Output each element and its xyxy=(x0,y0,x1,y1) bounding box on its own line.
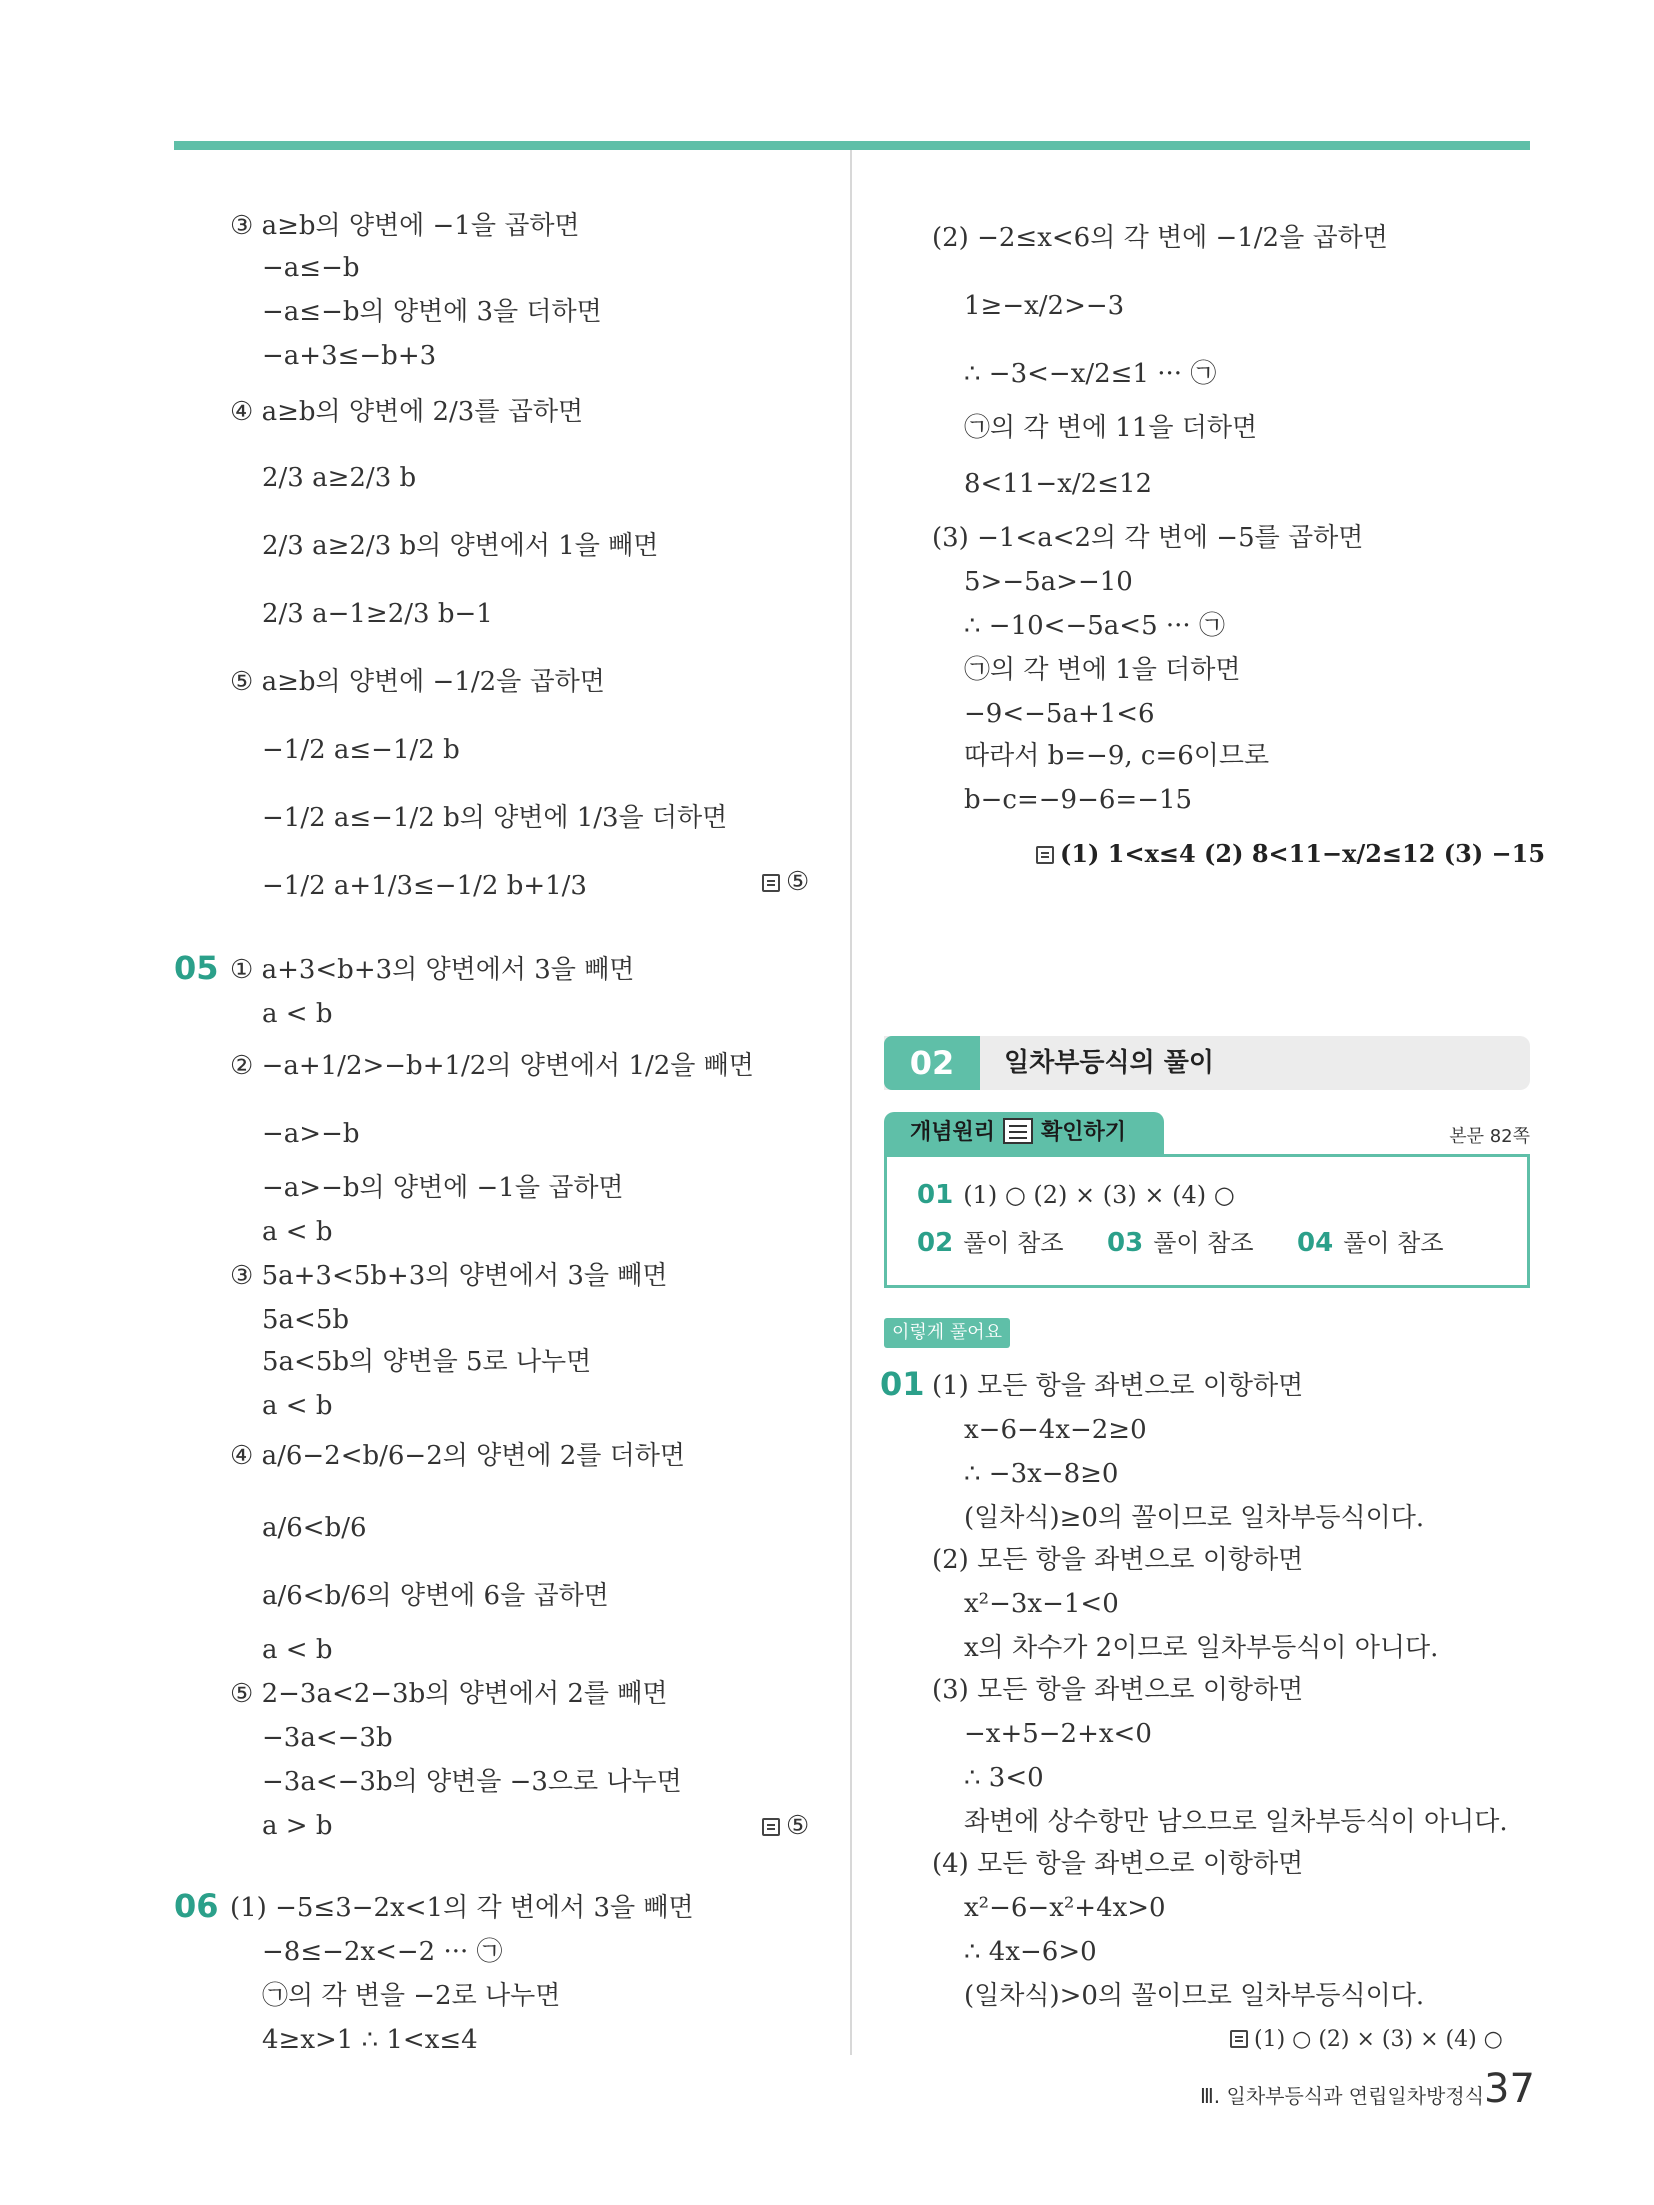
text-line: ⑤ a≥b의 양변에 −1/2을 곱하면 xyxy=(230,667,605,697)
text-line: b−c=−9−6=−15 xyxy=(964,785,1193,815)
text-line: x²−3x−1<0 xyxy=(964,1589,1119,1619)
answer-mark xyxy=(762,866,809,898)
box-text: 풀이 참조 xyxy=(963,1229,1064,1257)
text-line: ∴ 3<0 xyxy=(964,1763,1044,1793)
box-text: (1) ○ (2) × (3) × (4) ○ xyxy=(963,1181,1235,1209)
text-line: ③ a≥b의 양변에 −1을 곱하면 xyxy=(230,211,580,241)
text-line: −a≤−b xyxy=(262,253,360,283)
answer-icon xyxy=(762,874,780,892)
text-line: 1≥−x/2>−3 xyxy=(964,291,1125,321)
page-number: 37 xyxy=(1484,2066,1535,2112)
text-line: ㉠의 각 변을 −2로 나누면 xyxy=(262,1981,561,2011)
answer-mark xyxy=(762,1810,809,1842)
text-line: ② −a+1/2>−b+1/2의 양변에서 1/2을 빼면 xyxy=(230,1051,754,1081)
text-line: ㉠의 각 변에 11을 더하면 xyxy=(964,413,1258,443)
text-line: a/6<b/6의 양변에 6을 곱하면 xyxy=(262,1581,609,1611)
text-line: ∴ 4x−6>0 xyxy=(964,1937,1097,1967)
text-line: (3) 모든 항을 좌변으로 이항하면 xyxy=(932,1675,1304,1705)
solution-label: 이렇게 풀어요 xyxy=(884,1318,1010,1348)
text-line: −9<−5a+1<6 xyxy=(964,699,1155,729)
text-line: 따라서 b=−9, c=6이므로 xyxy=(964,741,1270,771)
tab-label: 개념원리 xyxy=(910,1120,996,1145)
text-line: ① a+3<b+3의 양변에서 3을 빼면 xyxy=(230,955,635,985)
text-line: (2) −2≤x<6의 각 변에 −1/2을 곱하면 xyxy=(932,223,1388,253)
text-line: 2/3 a≥2/3 b의 양변에서 1을 빼면 xyxy=(262,531,659,561)
box-text: 풀이 참조 xyxy=(1153,1229,1254,1257)
answer-icon xyxy=(1036,846,1054,864)
section-title: 일차부등식의 풀이 xyxy=(1004,1048,1214,1078)
top-rule xyxy=(174,141,1530,150)
text-line: ④ a≥b의 양변에 2/3를 곱하면 xyxy=(230,397,584,427)
text-line: (1) −5≤3−2x<1의 각 변에서 3을 빼면 xyxy=(230,1893,694,1923)
text-line: a < b xyxy=(262,999,333,1029)
answer-box xyxy=(884,1154,1530,1288)
answer-icon xyxy=(762,1818,780,1836)
text-line: 좌변에 상수항만 남으므로 일차부등식이 아니다. xyxy=(964,1807,1508,1837)
text-line: 5a<5b xyxy=(262,1305,350,1335)
text-line: a > b xyxy=(262,1811,333,1841)
notebook-icon xyxy=(1003,1118,1033,1144)
tab-label: 확인하기 xyxy=(1041,1120,1127,1145)
text-line: x²−6−x²+4x>0 xyxy=(964,1893,1166,1923)
page-reference: 본문 82쪽 xyxy=(1449,1126,1530,1147)
text-line: −1/2 a≤−1/2 b xyxy=(262,735,460,765)
text-line: 2/3 a−1≥2/3 b−1 xyxy=(262,599,493,629)
text-line: 2/3 a≥2/3 b xyxy=(262,463,417,493)
column-divider xyxy=(850,150,852,2055)
problem-number: 06 xyxy=(174,1887,219,1925)
answer-value: ⑤ xyxy=(786,867,810,897)
text-line: (3) −1<a<2의 각 변에 −5를 곱하면 xyxy=(932,523,1364,553)
text-line: ㉠의 각 변에 1을 더하면 xyxy=(964,655,1241,685)
text-line: a < b xyxy=(262,1635,333,1665)
text-line: 8<11−x/2≤12 xyxy=(964,469,1153,499)
chapter-title: Ⅲ. 일차부등식과 연립일차방정식 xyxy=(1200,2084,1485,2108)
text-line: −a>−b xyxy=(262,1119,360,1149)
text-line: −3a<−3b의 양변을 −3으로 나누면 xyxy=(262,1767,682,1797)
answer-value: ⑤ xyxy=(786,1811,810,1841)
answer-icon xyxy=(1230,2030,1248,2048)
text-line: −x+5−2+x<0 xyxy=(964,1719,1152,1749)
text-line: a/6<b/6 xyxy=(262,1513,367,1543)
answer-mark xyxy=(1230,2024,1503,2056)
text-line: ∴ −3<−x/2≤1 ··· ㉠ xyxy=(964,359,1217,389)
box-number: 04 xyxy=(1297,1228,1334,1258)
text-line: (일차식)>0의 꼴이므로 일차부등식이다. xyxy=(964,1981,1425,2011)
box-text: 풀이 참조 xyxy=(1343,1229,1444,1257)
text-line: −a>−b의 양변에 −1을 곱하면 xyxy=(262,1173,624,1203)
text-line: −3a<−3b xyxy=(262,1723,393,1753)
text-line: (4) 모든 항을 좌변으로 이항하면 xyxy=(932,1849,1304,1879)
text-line: ⑤ 2−3a<2−3b의 양변에서 2를 빼면 xyxy=(230,1679,668,1709)
concept-tab xyxy=(884,1112,1164,1154)
text-line: 4≥x>1 ∴ 1<x≤4 xyxy=(262,2025,478,2055)
text-line: −8≤−2x<−2 ··· ㉠ xyxy=(262,1937,503,1967)
text-line: ④ a/6−2<b/6−2의 양변에 2를 더하면 xyxy=(230,1441,686,1471)
text-line: (일차식)≥0의 꼴이므로 일차부등식이다. xyxy=(964,1503,1425,1533)
text-line: (2) 모든 항을 좌변으로 이항하면 xyxy=(932,1545,1304,1575)
section-number: 02 xyxy=(884,1036,980,1090)
box-row xyxy=(1297,1227,1444,1259)
box-row xyxy=(917,1227,1064,1259)
box-number: 01 xyxy=(917,1180,954,1210)
answer-value: (1) ○ (2) × (3) × (4) ○ xyxy=(1254,2027,1503,2052)
text-line: ∴ −3x−8≥0 xyxy=(964,1459,1119,1489)
box-number: 02 xyxy=(917,1228,954,1258)
text-line: −a+3≤−b+3 xyxy=(262,341,437,371)
text-line: (1) 모든 항을 좌변으로 이항하면 xyxy=(932,1371,1304,1401)
answer-mark xyxy=(1036,838,1545,870)
text-line: ∴ −10<−5a<5 ··· ㉠ xyxy=(964,611,1225,641)
text-line: −1/2 a+1/3≤−1/2 b+1/3 xyxy=(262,871,587,901)
text-line: −a≤−b의 양변에 3을 더하면 xyxy=(262,297,602,327)
text-line: ③ 5a+3<5b+3의 양변에서 3을 빼면 xyxy=(230,1261,668,1291)
text-line: −1/2 a≤−1/2 b의 양변에 1/3을 더하면 xyxy=(262,803,728,833)
text-line: x의 차수가 2이므로 일차부등식이 아니다. xyxy=(964,1633,1439,1663)
problem-number: 01 xyxy=(880,1365,925,1403)
text-line: a < b xyxy=(262,1217,333,1247)
text-line: x−6−4x−2≥0 xyxy=(964,1415,1147,1445)
box-row xyxy=(917,1179,1235,1211)
text-line: a < b xyxy=(262,1391,333,1421)
answer-value: (1) 1<x≤4 (2) 8<11−x/2≤12 (3) −15 xyxy=(1060,839,1546,868)
box-number: 03 xyxy=(1107,1228,1144,1258)
box-row xyxy=(1107,1227,1254,1259)
text-line: 5>−5a>−10 xyxy=(964,567,1133,597)
problem-number: 05 xyxy=(174,949,219,987)
text-line: 5a<5b의 양변을 5로 나누면 xyxy=(262,1347,592,1377)
